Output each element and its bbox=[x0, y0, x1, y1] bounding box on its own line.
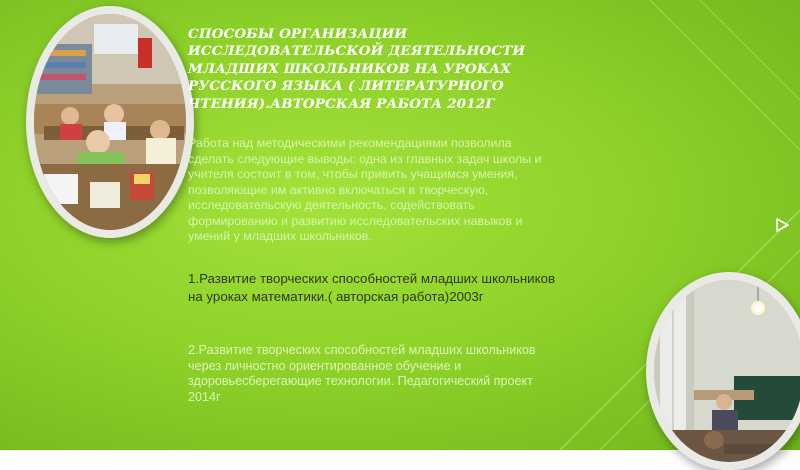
classroom-photo-1 bbox=[26, 6, 194, 238]
play-arrow-icon[interactable] bbox=[775, 218, 789, 232]
classroom-photo-2 bbox=[646, 272, 800, 470]
intro-paragraph: Работа над методическими рекомендациями позволила сделать следующие выводы: одна из главных задач школы и учителя состоит в том, чтобы привить учащимся умения, позволяющие им активно включаться в творческую, исследовательскую деятельность, содействовать формированию и развитию исследовательских навыков и умений у младших школьников. bbox=[188, 136, 542, 243]
list-item-1: 1.Развитие творческих способностей младших школьников на уроках математики.( авторская работа)2003г bbox=[188, 271, 556, 304]
slide-title: СПОСОБЫ ОРГАНИЗАЦИИ ИССЛЕДОВАТЕЛЬСКОЙ ДЕЯТЕЛЬНОСТИ МЛАДШИХ ШКОЛЬНИКОВ НА УРОКАХ РУССКОГО ЯЗЫКА ( ЛИТЕРАТУРНОГО ЧТЕНИЯ).АВТОРСКАЯ РАБОТА 2012Г bbox=[188, 26, 526, 112]
list-item-2: 2.Развитие творческих способностей младших школьников через личностно ориентированное обучение и здоровьесберегающие технологии. Педагогический проект 2014г bbox=[188, 343, 536, 405]
